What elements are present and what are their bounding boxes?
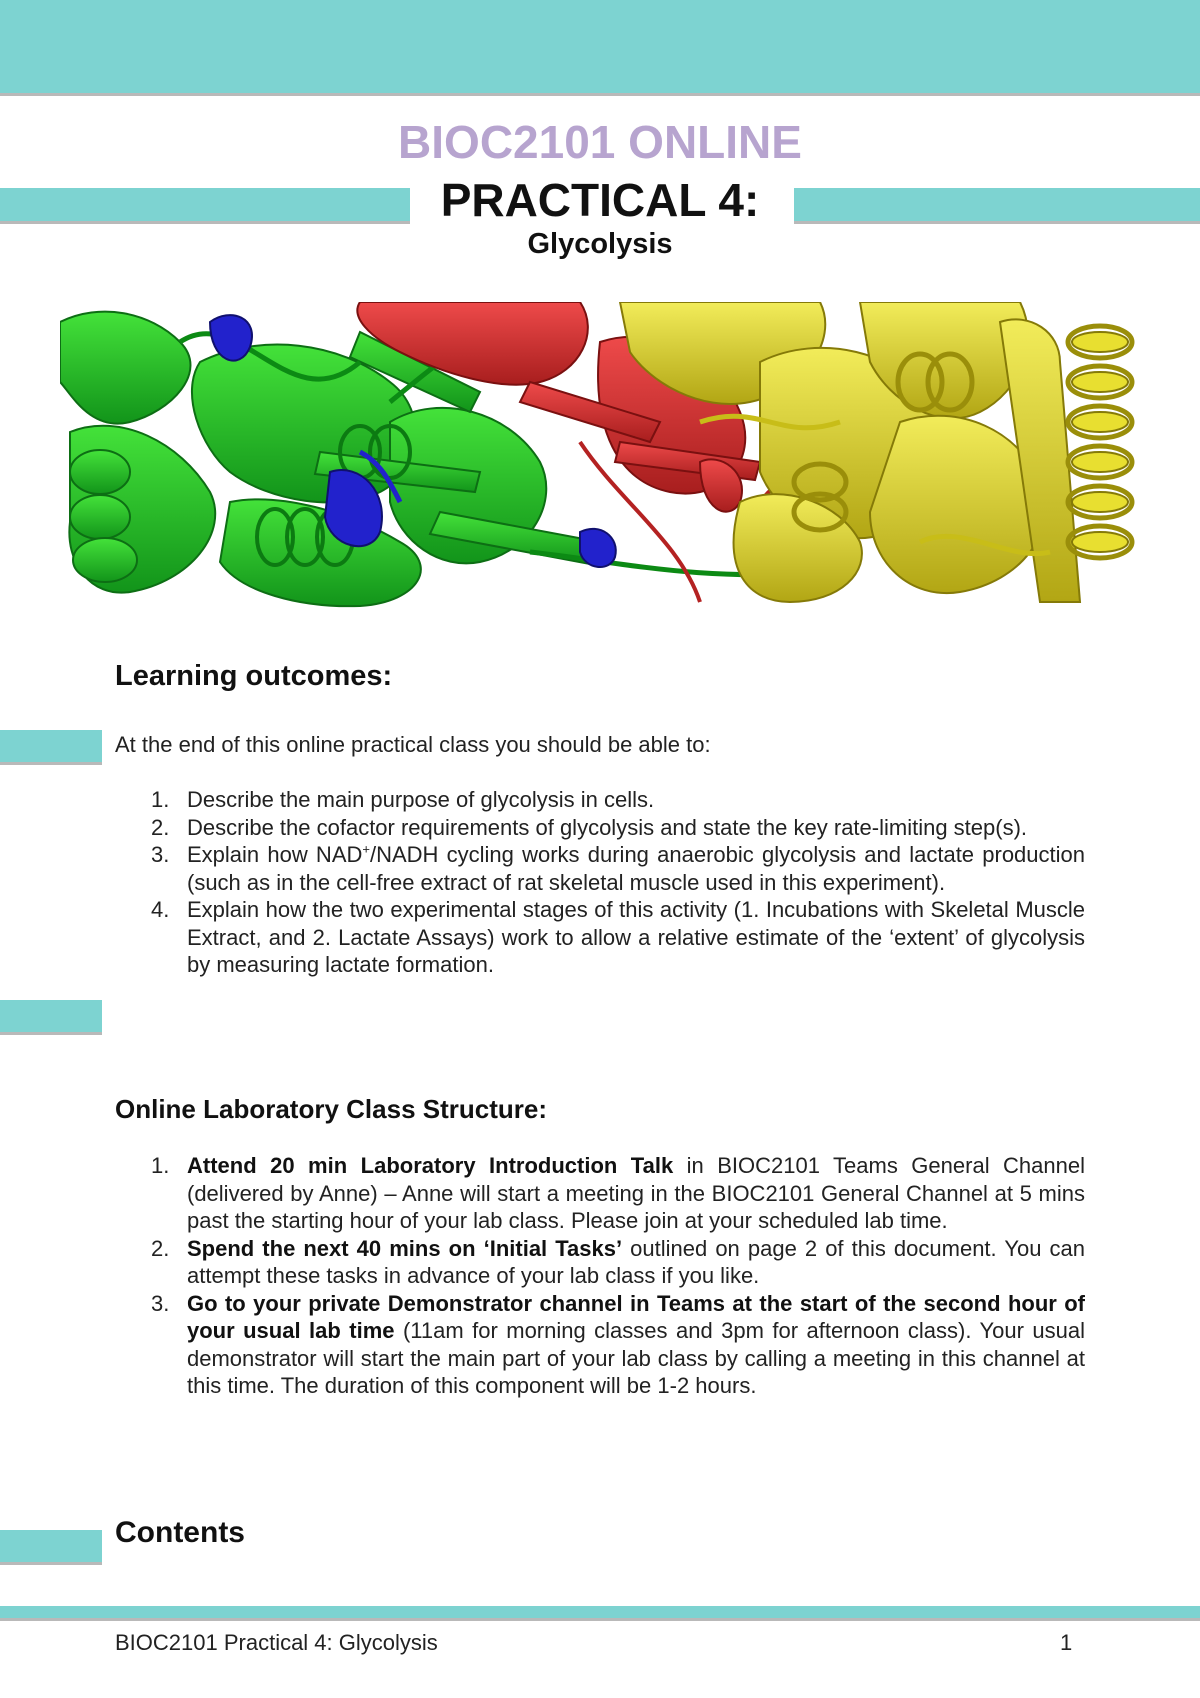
list-number: 3. bbox=[151, 842, 170, 867]
list-item bbox=[115, 1235, 1085, 1290]
learning-outcomes-heading: Learning outcomes: bbox=[115, 660, 393, 692]
class-structure-heading: Online Laboratory Class Structure: bbox=[115, 1094, 547, 1124]
contents-heading: Contents bbox=[115, 1516, 245, 1549]
list-item-bold-text: Go to your private Demonstrator channel in Teams at the start of the second hour of your usual lab time bbox=[187, 1290, 1085, 1343]
list-item bbox=[115, 786, 1085, 814]
list-item bbox=[115, 841, 1085, 896]
footer-band bbox=[0, 1606, 1200, 1618]
list-item-text: (11am for morning classes and 3pm for afternoon class). Your usual demonstrator will start the main part of your lab class by calling a meeting in this channel at this time. The duration of this component will be 1-2 hours. bbox=[187, 1318, 1085, 1398]
side-tab bbox=[0, 1000, 102, 1032]
list-number: 3. bbox=[151, 1290, 170, 1316]
practical-title: PRACTICAL 4: bbox=[440, 174, 760, 226]
list-item-text: Explain how the two experimental stages of this activity (1. Incubations with Skeletal Muscle Extract, and 2. Lactate Assays) work to allow a relative estimate of the ‘extent’ of glycolysis by measuring lactate formation. bbox=[187, 897, 1085, 977]
list-item-text: in BIOC2101 Teams General Channel (delivered by Anne) – Anne will start a meeting in the BIOC2101 General Channel at 5 mins past the starting hour of your lab class. Please join at your scheduled lab time. bbox=[187, 1153, 1085, 1233]
class-structure-list bbox=[115, 1152, 1085, 1400]
footer-text: BIOC2101 Practical 4: Glycolysis bbox=[115, 1630, 438, 1655]
learning-outcomes-list bbox=[115, 786, 1085, 979]
list-item-text: Describe the cofactor requirements of glycolysis and state the key rate-limiting step(s). bbox=[187, 814, 1028, 840]
protein-ribbon-structure-image bbox=[60, 302, 1140, 608]
list-item-bold-text: Attend 20 min Laboratory Introduction Talk bbox=[187, 1153, 674, 1178]
list-item-bold-text: Spend the next 40 mins on ‘Initial Tasks’ bbox=[187, 1235, 623, 1261]
list-item bbox=[115, 1290, 1085, 1400]
header-band bbox=[0, 0, 1200, 93]
page-number: 1 bbox=[1060, 1630, 1073, 1655]
side-tab bbox=[0, 1530, 102, 1562]
superscript-plus: + bbox=[362, 841, 370, 857]
learning-outcomes-intro: At the end of this online practical class you should be able to: bbox=[115, 732, 711, 757]
list-number: 2. bbox=[151, 1235, 170, 1261]
list-item bbox=[115, 814, 1085, 842]
list-number: 1. bbox=[151, 1153, 170, 1178]
list-number: 1. bbox=[151, 787, 170, 812]
course-title: BIOC2101 ONLINE bbox=[398, 116, 802, 168]
list-number: 2. bbox=[151, 814, 170, 840]
list-number: 4. bbox=[151, 897, 170, 922]
list-item-text: /NADH cycling works during anaerobic glycolysis and lactate production (such as in the cell-free extract of rat skeletal muscle used in this experiment). bbox=[187, 842, 1085, 895]
side-tab bbox=[0, 730, 102, 762]
list-item-text: outlined on page 2 of this document. You can attempt these tasks in advance of your lab class if you like. bbox=[187, 1235, 1085, 1288]
practical-subtitle: Glycolysis bbox=[527, 228, 673, 260]
list-item bbox=[115, 1152, 1085, 1235]
list-item bbox=[115, 896, 1085, 979]
list-item-text: Describe the main purpose of glycolysis in cells. bbox=[187, 787, 655, 812]
list-item-text-prefix: Explain how NAD bbox=[187, 842, 363, 867]
